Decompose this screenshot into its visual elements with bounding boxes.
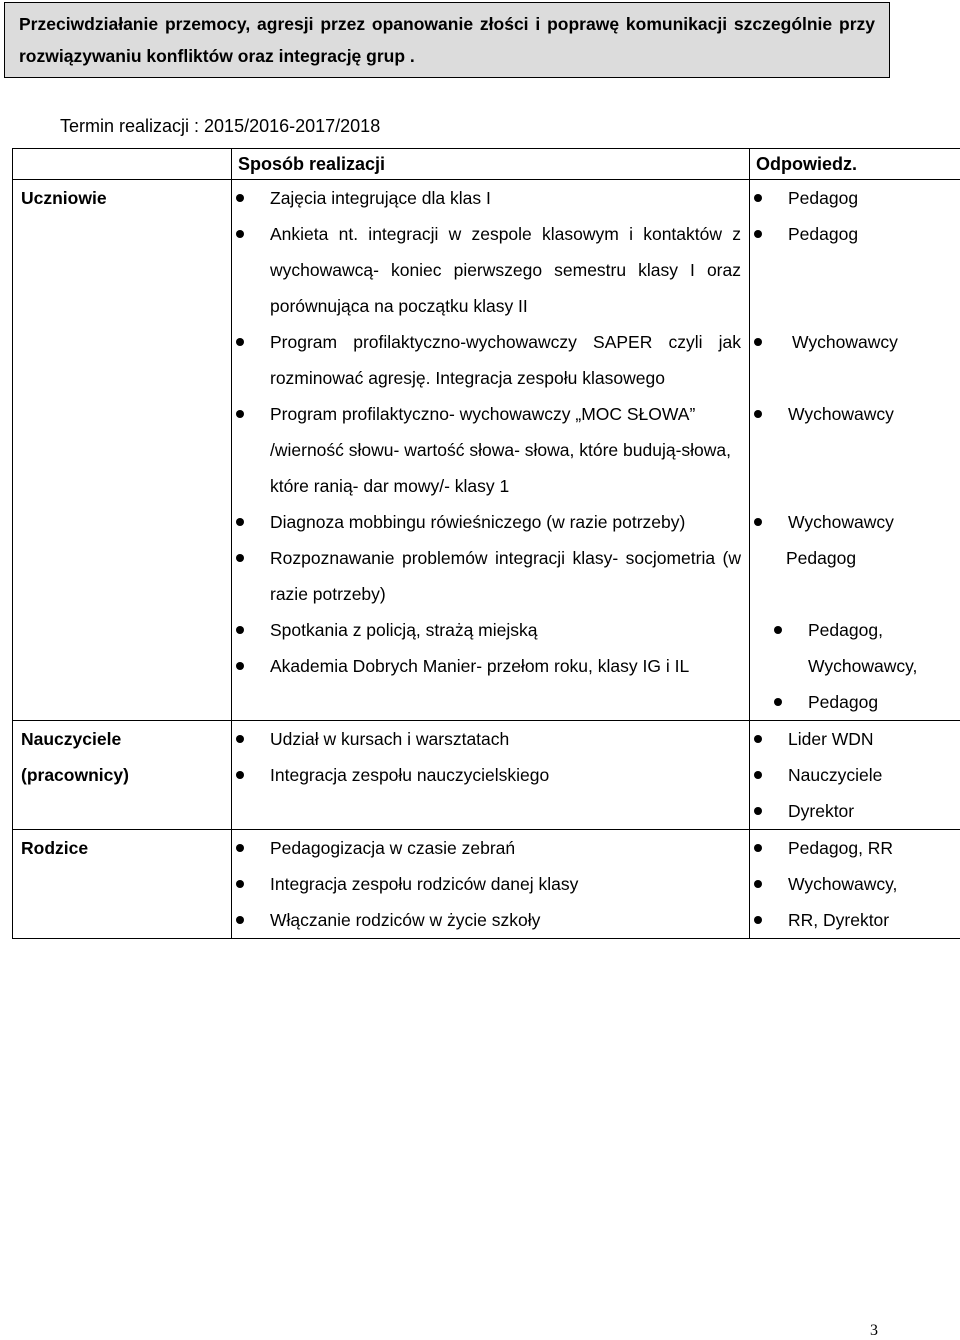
bullet-icon bbox=[774, 626, 782, 634]
bullet-icon bbox=[236, 771, 244, 779]
table-row-students bbox=[13, 180, 960, 721]
methods-cell-teachers bbox=[232, 721, 750, 830]
list-item: Diagnoza mobbingu rówieśniczego (w razie potrzeby) bbox=[232, 504, 749, 540]
list-item-continuation: wychowawcą- koniec pierwszego semestru klasy I oraz bbox=[270, 260, 741, 280]
list-item: Rozpoznawanie problemów integracji klasy- socjometria (w bbox=[232, 540, 749, 576]
list-item: Pedagogizacja w czasie zebrań bbox=[232, 830, 749, 866]
list-item: Ankieta nt. integracji w zespole klasowym i kontaktów z bbox=[232, 216, 749, 252]
group-cell-teachers bbox=[13, 721, 232, 830]
bullet-icon bbox=[754, 410, 762, 418]
empty-line bbox=[232, 793, 749, 829]
bullet-icon bbox=[236, 626, 244, 634]
list-item: Integracja zespołu nauczycielskiego bbox=[232, 757, 749, 793]
term-of-implementation: Termin realizacji : 2015/2016-2017/2018 bbox=[60, 116, 381, 136]
bullet-icon bbox=[236, 880, 244, 888]
group-label-parents: Rodzice bbox=[21, 838, 89, 858]
bullet-icon bbox=[754, 844, 762, 852]
bullet-icon bbox=[236, 230, 244, 238]
bullet-icon bbox=[754, 735, 762, 743]
table-row-parents bbox=[13, 830, 960, 939]
bullet-icon bbox=[754, 880, 762, 888]
empty-line bbox=[750, 288, 960, 324]
list-item: Pedagog, bbox=[750, 612, 960, 648]
methods-cell-parents bbox=[232, 830, 750, 939]
list-item: Wychowawcy bbox=[750, 324, 960, 360]
list-item: Zajęcia integrujące dla klas I bbox=[232, 180, 749, 216]
list-item: Włączanie rodziców w życie szkoły bbox=[232, 902, 749, 938]
empty-line bbox=[232, 684, 749, 720]
responsible-cell-students bbox=[750, 180, 960, 721]
table-header-row bbox=[13, 149, 960, 180]
empty-line bbox=[750, 252, 960, 288]
bullet-icon bbox=[754, 230, 762, 238]
bullet-icon bbox=[236, 338, 244, 346]
table-row-teachers bbox=[13, 721, 960, 830]
plan-table bbox=[12, 148, 960, 939]
bullet-icon bbox=[236, 662, 244, 670]
bullet-icon bbox=[774, 698, 782, 706]
empty-line bbox=[750, 576, 960, 612]
bullet-icon bbox=[236, 194, 244, 202]
list-item: Pedagog bbox=[750, 216, 960, 252]
bullet-icon bbox=[754, 518, 762, 526]
list-item: Program profilaktyczno-wychowawczy SAPER czyli jak bbox=[232, 324, 749, 360]
bullet-icon bbox=[754, 194, 762, 202]
header-empty-cell bbox=[13, 149, 232, 180]
empty-line bbox=[750, 360, 960, 396]
bullet-icon bbox=[236, 735, 244, 743]
group-cell-parents bbox=[13, 830, 232, 939]
title-line-2: rozwiązywaniu konfliktów oraz integrację grup . bbox=[19, 46, 415, 66]
list-item: Wychowawcy, bbox=[750, 866, 960, 902]
list-item-continuation: które ranią- dar mowy/- klasy 1 bbox=[270, 476, 510, 496]
list-item-continuation: porównująca na początku klasy II bbox=[270, 296, 528, 316]
bullet-icon bbox=[236, 410, 244, 418]
list-item-plain: Wychowawcy, bbox=[808, 656, 918, 676]
list-item: Wychowawcy bbox=[750, 504, 960, 540]
group-label-teachers: Nauczyciele bbox=[21, 729, 122, 749]
list-item-continuation: rozminować agresję. Integracja zespołu klasowego bbox=[270, 368, 665, 388]
responsible-cell-parents bbox=[750, 830, 960, 939]
title-line-1: Przeciwdziałanie przemocy, agresji przez opanowanie złości i poprawę komunikacji szczególnie przy bbox=[19, 14, 875, 34]
bullet-icon bbox=[754, 771, 762, 779]
list-item: Pedagog bbox=[750, 684, 960, 720]
group-cell-students bbox=[13, 180, 232, 721]
list-item: RR, Dyrektor bbox=[750, 902, 960, 938]
responsible-cell-teachers bbox=[750, 721, 960, 830]
list-item-continuation: razie potrzeby) bbox=[270, 584, 386, 604]
group-label-staff: (pracownicy) bbox=[21, 765, 129, 785]
title-banner bbox=[4, 2, 890, 78]
list-item: Dyrektor bbox=[750, 793, 960, 829]
list-item: Integracja zespołu rodziców danej klasy bbox=[232, 866, 749, 902]
list-item: Wychowawcy bbox=[750, 396, 960, 432]
list-item: Program profilaktyczno- wychowawczy „MOC SŁOWA” bbox=[232, 396, 749, 432]
list-item-continuation: /wierność słowu- wartość słowa- słowa, które budują-słowa, bbox=[270, 440, 732, 460]
bullet-icon bbox=[754, 807, 762, 815]
bullet-icon bbox=[236, 518, 244, 526]
empty-line bbox=[750, 468, 960, 504]
empty-line bbox=[750, 432, 960, 468]
bullet-icon bbox=[754, 338, 762, 346]
header-responsible: Odpowiedz. bbox=[750, 149, 960, 180]
page-number: 3 bbox=[870, 1322, 878, 1339]
bullet-icon bbox=[236, 554, 244, 562]
bullet-icon bbox=[236, 916, 244, 924]
header-method: Sposób realizacji bbox=[232, 149, 750, 180]
bullet-icon bbox=[236, 844, 244, 852]
list-item: Akademia Dobrych Manier- przełom roku, klasy IG i IL bbox=[232, 648, 749, 684]
list-item: Nauczyciele bbox=[750, 757, 960, 793]
list-item: Spotkania z policją, strażą miejską bbox=[232, 612, 749, 648]
list-item: Lider WDN bbox=[750, 721, 960, 757]
list-item: Udział w kursach i warsztatach bbox=[232, 721, 749, 757]
bullet-icon bbox=[754, 916, 762, 924]
list-item-plain: Pedagog bbox=[786, 548, 857, 568]
list-item: Pedagog bbox=[750, 180, 960, 216]
methods-cell-students bbox=[232, 180, 750, 721]
list-item: Pedagog, RR bbox=[750, 830, 960, 866]
group-label-students: Uczniowie bbox=[21, 188, 107, 208]
